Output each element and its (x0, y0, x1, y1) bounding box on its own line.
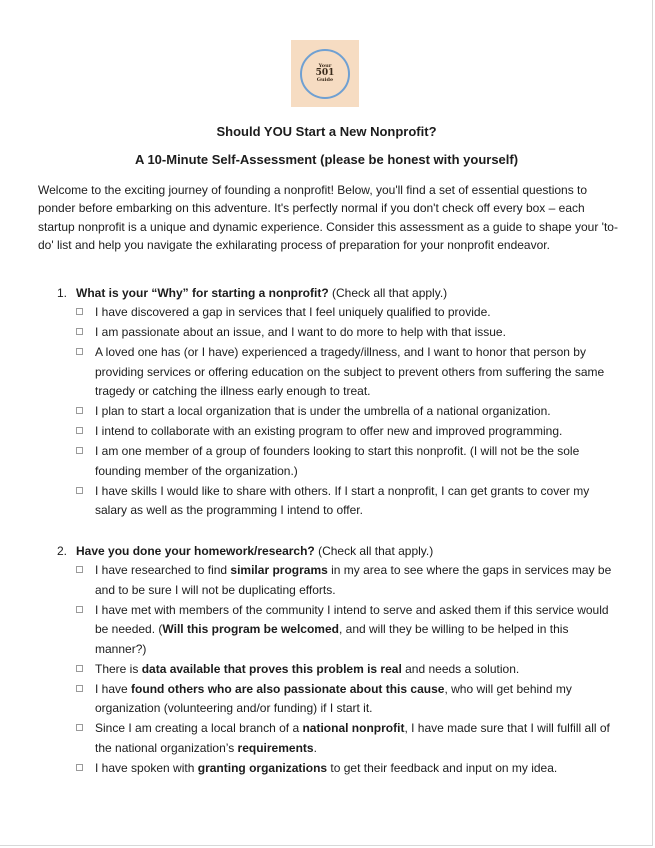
logo-text-line2: 501 (315, 67, 335, 78)
question-number: 2. (57, 544, 68, 558)
checkbox[interactable] (76, 724, 83, 731)
checklist-item (76, 680, 621, 719)
item-text: I have researched to find (95, 563, 231, 577)
checkbox[interactable] (76, 427, 83, 434)
item-text: and needs a solution. (401, 661, 520, 676)
checkbox[interactable] (76, 685, 83, 692)
checkbox[interactable] (76, 606, 83, 613)
document-title: Should YOU Start a New Nonprofit? (216, 124, 437, 139)
checklist-item (76, 343, 621, 402)
checkbox[interactable] (76, 764, 83, 771)
item-text: I am passionate about an issue, and I want to do more to help with that issue. (95, 325, 506, 339)
checklist-item (76, 402, 621, 422)
question-note: (Check all that apply.) (328, 286, 448, 300)
question-number: 1. (57, 286, 68, 300)
question-2-heading (57, 542, 617, 560)
emphasis-text: requirements (237, 740, 314, 755)
checklist-item (76, 719, 621, 758)
question-2-checklist (76, 561, 621, 779)
item-text: in my area to see where the gaps in services may be and to be sure I will not be duplicating efforts. (95, 563, 612, 597)
emphasis-text: granting organizations (197, 760, 328, 775)
item-text: I plan to start a local organization that is under the umbrella of a national organization. (95, 404, 551, 418)
checklist-item (76, 482, 621, 521)
your-501-guide-logo (291, 40, 359, 107)
checkbox[interactable] (76, 328, 83, 335)
question-1-checklist (76, 303, 621, 521)
checklist-item (76, 660, 621, 680)
logo-text-line1: Your (318, 62, 332, 69)
item-text: A loved one has (or I have) experienced a tragedy/illness, and I want to honor that person by providing services or offering education on the subject to prevent others from suffering the same tragedy or catching the illness early enough to treat. (95, 345, 605, 398)
item-text: , who will get behind my organization (volunteering and/or funding) if I start it. (95, 681, 572, 715)
item-text: , and will they be willing to be helped in this manner?) (95, 622, 569, 656)
checkbox[interactable] (76, 308, 83, 315)
checkbox[interactable] (76, 665, 83, 672)
item-text: I have spoken with (95, 760, 198, 775)
question-text: What is your “Why” for starting a nonprofit? (76, 286, 329, 300)
item-text: I have met with members of the community I intend to serve and asked them if this service would be needed. ( (95, 602, 609, 636)
emphasis-text: found others who are also passionate about this cause (131, 681, 445, 696)
emphasis-text: similar programs (230, 563, 328, 577)
document-subtitle: A 10-Minute Self-Assessment (please be honest with yourself) (134, 152, 519, 167)
question-text: Have you done your homework/research? (76, 544, 315, 558)
checkbox[interactable] (76, 447, 83, 454)
item-text: I have skills I would like to share with others. If I start a nonprofit, I can get grants to cover my salary as well as the programming I intend to offer. (95, 483, 590, 517)
checkbox[interactable] (76, 566, 83, 573)
checkbox[interactable] (76, 487, 83, 494)
checkbox[interactable] (76, 407, 83, 414)
item-text: Since I am creating a local branch of a (95, 721, 303, 735)
question-note: (Check all that apply.) (314, 544, 434, 558)
checkbox[interactable] (76, 348, 83, 355)
question-1-heading (57, 284, 617, 302)
item-text: I have (95, 681, 132, 696)
checklist-item (76, 323, 621, 343)
item-text: . (313, 740, 317, 755)
checklist-item (76, 601, 621, 660)
checklist-item (76, 442, 621, 481)
item-text: There is (95, 661, 142, 676)
emphasis-text: Will this program be welcomed (162, 622, 339, 636)
item-text: I have discovered a gap in services that I feel uniquely qualified to provide. (95, 305, 491, 319)
emphasis-text: national nonprofit (302, 721, 405, 735)
intro-paragraph: Welcome to the exciting journey of founding a nonprofit! Below, you'll find a set of essential questions to ponder before embarking on this adventure. It's perfectly normal if you don't check off every box – each startup nonprofit is a unique and dynamic experience. Consider this assessment as a guide to shape your 'to-do' list and help you navigate the exhilarating process of preparation for your nonprofit endeavor. (38, 183, 618, 252)
item-text: , I have made sure that I will fulfill all of the national organization’s (95, 721, 610, 755)
item-text: I intend to collaborate with an existing program to offer new and improved programming. (95, 424, 563, 438)
emphasis-text: data available that proves this problem is real (141, 661, 402, 676)
checklist-item (76, 422, 621, 442)
logo-circle (300, 49, 350, 99)
checklist-item (76, 561, 621, 600)
item-text: to get their feedback and input on my idea. (327, 760, 558, 775)
logo-text-line3: Guide (316, 77, 334, 84)
checklist-item (76, 303, 621, 323)
item-text: I am one member of a group of founders looking to start this nonprofit. (I will not be the sole founding member of the organization.) (95, 444, 580, 478)
checklist-item (76, 759, 621, 779)
